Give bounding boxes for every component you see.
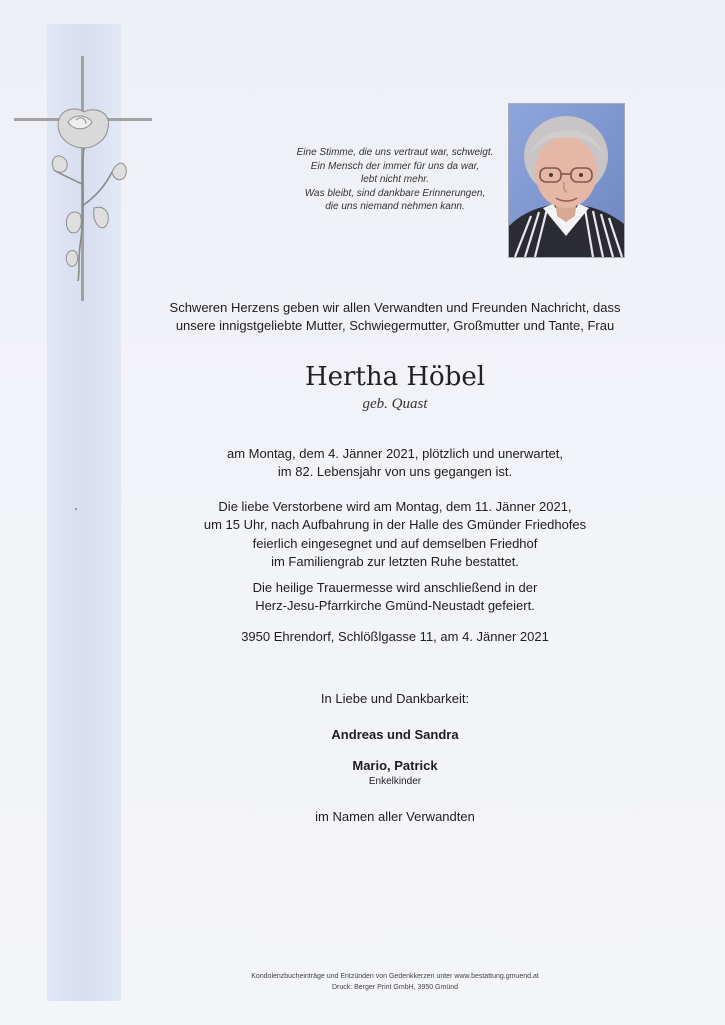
grandchildren-label: Enkelkinder [368, 776, 422, 787]
portrait-photo [508, 103, 625, 258]
funeral-line: feierlich eingesegnet und auf demselben Friedhof [252, 535, 538, 551]
verse-line: Ein Mensch der immer für uns da war, [310, 160, 480, 172]
footer [120, 971, 670, 993]
memorial-verse [250, 146, 540, 214]
death-line: am Montag, dem 4. Jänner 2021, plötzlich und unerwartet, [226, 446, 564, 461]
funeral-line: um 15 Uhr, nach Aufbahrung in der Halle des Gmünder Friedhofes [203, 517, 587, 533]
mass-line: Die heilige Trauermesse wird anschließend in der [252, 580, 538, 595]
verse-line: Eine Stimme, die uns vertraut war, schweigt. [296, 147, 494, 158]
death-line: im 82. Lebensjahr von uns gegangen ist. [277, 464, 513, 480]
footer-condolence-line: Kondolenzbucheinträge und Entzünden von Gedenkkerzen unter www.bestattung.gmuend.at [251, 973, 539, 980]
funeral-line: im Familiengrab zur letzten Ruhe bestattet. [271, 554, 519, 570]
verse-line: Was bleibt, sind dankbare Erinnerungen, [304, 187, 486, 199]
mourners-children: Andreas und Sandra [331, 727, 459, 742]
verse-line: lebt nicht mehr. [361, 174, 429, 186]
mass-details [120, 579, 670, 616]
mourners-closing: im Namen aller Verwandten [315, 809, 475, 824]
death-notice [120, 445, 670, 482]
cross-with-rose-icon [14, 56, 154, 301]
place-and-date [120, 628, 670, 646]
footer-print-line: Druck: Berger Print GmbH, 3950 Gmünd [331, 984, 459, 991]
mourners-intro: In Liebe und Dankbarkeit: [320, 691, 470, 706]
deceased-name: Hertha Höbel [304, 362, 486, 392]
verse-line: die uns niemand nehmen kann. [325, 201, 465, 213]
funeral-details [120, 498, 670, 572]
funeral-line: Die liebe Verstorbene wird am Montag, dem 11. Jänner 2021, [218, 499, 572, 514]
intro-line: unsere innigstgeliebte Mutter, Schwiegermutter, Großmutter und Tante, Frau [175, 318, 615, 334]
maiden-name: geb. Quast [362, 396, 428, 412]
place-date-line: 3950 Ehrendorf, Schlößlgasse 11, am 4. Jänner 2021 [241, 629, 549, 644]
intro-line: Schweren Herzens geben wir allen Verwandten und Freunden Nachricht, dass [169, 300, 621, 315]
speck [75, 508, 77, 510]
mourners-grandchildren: Mario, Patrick [352, 758, 438, 773]
announcement-intro [120, 299, 670, 336]
mass-line: Herz-Jesu-Pfarrkirche Gmünd-Neustadt gefeiert. [255, 598, 535, 614]
